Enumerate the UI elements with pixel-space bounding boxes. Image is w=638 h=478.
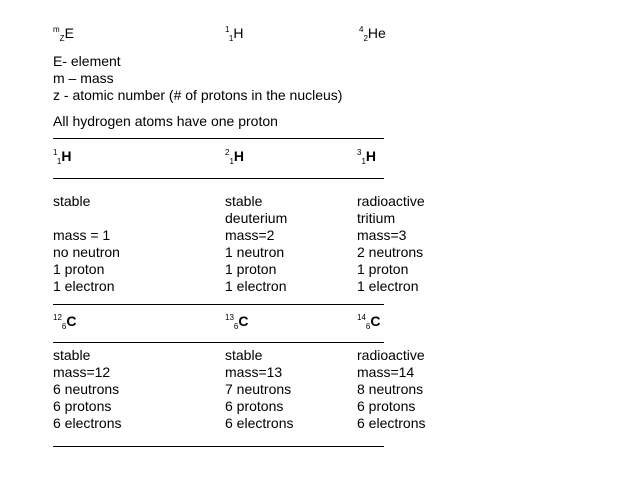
element-symbol: E [64,25,74,41]
hydrogen-2-name: deuterium [225,210,288,226]
hydrogen-3-mass: mass=3 [357,227,407,243]
element-symbol: C [238,313,249,329]
isotope-label-carbon-13 [225,313,248,332]
hydrogen-note: All hydrogen atoms have one proton [53,113,278,129]
mass-superscript: 12 [53,313,62,322]
hydrogen-3-electrons: 1 electron [357,278,419,294]
mass-superscript: 13 [225,313,234,322]
atomic-number-subscript: Z [59,34,65,43]
carbon-14-electrons: 6 electrons [357,415,426,431]
hydrogen-1-stability: stable [53,193,91,209]
atomic-number-subscript: 1 [56,157,62,166]
divider-line [53,138,384,139]
carbon-13-electrons: 6 electrons [225,415,294,431]
atomic-number-subscript: 2 [363,34,368,43]
element-symbol: H [233,148,245,164]
carbon-13-neutrons: 7 neutrons [225,381,292,397]
carbon-12-protons: 6 protons [53,398,112,414]
hydrogen-3-protons: 1 proton [357,261,409,277]
hydrogen-1-mass: mass = 1 [53,227,111,243]
mass-superscript: 14 [357,313,366,322]
isotope-label-carbon-12 [53,313,76,332]
mass-superscript: 3 [357,148,362,157]
mass-superscript: 1 [53,148,57,157]
element-symbol: C [66,313,77,329]
hydrogen-2-stability: stable [225,193,263,209]
mass-superscript: 1 [225,25,229,34]
definition-mass: m – mass [53,70,114,86]
divider-line [53,446,384,447]
hydrogen-2-protons: 1 proton [225,261,277,277]
mass-superscript: 2 [225,148,230,157]
hydrogen-2-mass: mass=2 [225,227,275,243]
carbon-13-protons: 6 protons [225,398,284,414]
carbon-14-protons: 6 protons [357,398,416,414]
hydrogen-2-electrons: 1 electron [225,278,287,294]
notation-hydrogen [225,25,243,44]
atomic-number-subscript: 1 [229,157,234,166]
element-symbol: C [370,313,381,329]
definition-element: E- element [53,53,121,69]
definition-atomic-number: z - atomic number (# of protons in the nucleus) [53,87,343,103]
isotope-label-hydrogen-2 [225,148,244,167]
mass-superscript: 4 [359,25,364,34]
divider-line [53,178,384,179]
isotope-label-hydrogen-3 [357,148,376,167]
carbon-14-mass: mass=14 [357,364,415,380]
carbon-12-mass: mass=12 [53,364,111,380]
isotope-label-hydrogen-1 [53,148,71,167]
atomic-number-subscript: 6 [365,322,371,331]
hydrogen-1-electrons: 1 electron [53,278,115,294]
isotope-label-carbon-14 [357,313,380,332]
element-symbol: H [365,148,377,164]
hydrogen-3-name: tritium [357,210,396,226]
carbon-13-mass: mass=13 [225,364,283,380]
carbon-14-neutrons: 8 neutrons [357,381,424,397]
element-symbol: H [61,148,72,164]
carbon-12-electrons: 6 electrons [53,415,122,431]
carbon-12-neutrons: 6 neutrons [53,381,120,397]
atomic-number-subscript: 1 [361,157,366,166]
hydrogen-3-neutrons: 2 neutrons [357,244,424,260]
notation-element [53,25,74,44]
divider-line [53,304,384,305]
mass-superscript: m [53,25,60,34]
divider-line [53,342,384,343]
element-symbol: H [233,25,244,41]
hydrogen-1-protons: 1 proton [53,261,105,277]
hydrogen-3-stability: radioactive [357,193,425,209]
hydrogen-1-neutrons: no neutron [53,244,120,260]
hydrogen-2-neutrons: 1 neutron [225,244,285,260]
element-symbol: He [367,25,386,41]
atomic-number-subscript: 6 [233,322,239,331]
atomic-number-subscript: 6 [61,322,67,331]
carbon-13-stability: stable [225,347,263,363]
carbon-14-stability: radioactive [357,347,425,363]
carbon-12-stability: stable [53,347,91,363]
atomic-number-subscript: 1 [228,34,234,43]
notation-helium [359,25,386,44]
